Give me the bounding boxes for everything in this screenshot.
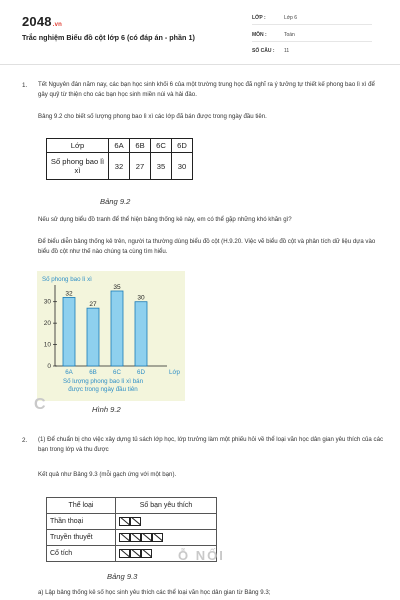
x-tick-label: 6D [137, 369, 145, 376]
genre-cell: Thần thoại [47, 514, 116, 530]
value-cell: 35 [151, 153, 172, 180]
chart-caption-line: được trong ngày đầu tiên [68, 386, 138, 393]
table-9-2-caption: Bảng 9.2 [100, 197, 131, 206]
class-cell: 6D [172, 139, 193, 153]
question-2-number: 2. [22, 437, 28, 444]
question-2-part-a: a) Lập bảng thống kê số học sinh yêu thích các thể loại văn học dân gian từ Bảng 9.3; [38, 589, 271, 596]
tally-box [141, 549, 152, 558]
table-header-cell: Thể loại [47, 498, 116, 514]
bar-data-label: 35 [113, 284, 121, 291]
watermark-c: C [34, 396, 48, 413]
value-cell: 30 [172, 153, 193, 180]
y-tick-label: 0 [47, 363, 51, 370]
class-cell: 6B [130, 139, 151, 153]
tally-box [152, 533, 163, 542]
tally-box [119, 549, 130, 558]
tally-cell [116, 530, 217, 546]
tally-box [130, 533, 141, 542]
question-2-intro: (1) Để chuẩn bị cho việc xây dựng tủ sách lớp học, lớp trưởng làm một phiếu hỏi về thể loại văn học dân gian yêu thích của các bạn trong lớp và thu được [38, 436, 383, 454]
genre-cell: Cổ tích [47, 546, 116, 562]
page-title: Trắc nghiệm Biểu đồ cột lớp 6 (có đáp án - phần 1) [22, 33, 195, 42]
question-2-result: Kết quả như Bảng 9.3 (mỗi gạch ứng với một bạn). [38, 471, 177, 478]
chart-caption-line: Số lượng phong bao lì xì bán [62, 378, 144, 385]
row-label-cell: Số phong bao lì xì [47, 153, 109, 180]
tally-box [119, 517, 130, 526]
y-tick-label: 30 [43, 298, 51, 306]
tally-box [141, 533, 152, 542]
bar-6B [87, 308, 99, 366]
table-header-cell: Lớp [47, 139, 109, 153]
bar-chart-figure [37, 271, 185, 401]
table-header-row [47, 498, 217, 514]
table-header-row [47, 139, 193, 153]
y-tick-label: 10 [43, 341, 51, 349]
bar-data-label: 30 [137, 294, 145, 302]
site-logo[interactable]: 2048.vn [22, 14, 63, 29]
bar-6A [63, 297, 75, 366]
x-tick-label: 6B [89, 369, 97, 376]
tally-box [119, 533, 130, 542]
bar-data-label: 27 [89, 301, 97, 309]
x-tick-label: 6A [65, 369, 73, 376]
bar-data-label: 32 [65, 290, 73, 298]
table-row [47, 514, 217, 530]
value-cell: 27 [130, 153, 151, 180]
question-1-intro: Tết Nguyên đán năm nay, các bạn học sinh khối 6 của một trường trung học đã nghĩ ra ý tưởng tự thiết kế phong bao lì xì để gây quỹ từ thiện cho các bạn học sinh miền núi và hải đảo. [38, 81, 375, 99]
tally-marks [119, 533, 213, 542]
question-1-prompt: Nếu sử dụng biểu đồ tranh để thể hiện bảng thống kê này, em có thể gặp những khó khăn gì? [38, 216, 292, 223]
bar-chart-svg [37, 271, 185, 401]
table-data-row [47, 153, 193, 180]
x-tick-label: 6C [113, 369, 121, 376]
table-row [47, 530, 217, 546]
y-axis-title: Số phong bao lì xì [42, 276, 92, 283]
class-cell: 6A [109, 139, 130, 153]
tally-marks [119, 517, 213, 526]
watermark-text: Ỗ NỐI [178, 548, 225, 563]
value-cell: 32 [109, 153, 130, 180]
y-tick-label: 20 [43, 320, 51, 328]
table-9-2 [46, 138, 193, 180]
genre-cell: Truyền thuyết [47, 530, 116, 546]
question-1-number: 1. [22, 82, 28, 89]
bar-6D [135, 302, 147, 366]
bar-6C [111, 291, 123, 366]
tally-cell [116, 514, 217, 530]
tally-box [130, 549, 141, 558]
class-cell: 6C [151, 139, 172, 153]
question-1-explanation: Để biểu diễn bảng thống kê trên, người ta thường dùng biểu đồ cột (H.9.20. Việc vẽ biểu đồ cột và phân tích dữ liệu dựa vào biểu đồ cột như thế nào chúng ta cùng tìm hiểu. [38, 238, 376, 256]
table-header-cell: Số bạn yêu thích [116, 498, 217, 514]
x-axis-title: Lớp [169, 369, 180, 376]
table-9-3-caption: Bảng 9.3 [107, 572, 138, 581]
page-header: 2048.vn Trắc nghiệm Biểu đồ cột lớp 6 (có đáp án - phần 1) LỚP : Lớp 6 MÔN : Toán SỐ CÂU : 11 [0, 0, 400, 65]
figure-9-2-caption: Hình 9.2 [92, 405, 121, 414]
question-1-table-intro: Bảng 9.2 cho biết số lượng phong bao lì xì các lớp đã bán được trong ngày đầu tiên. [38, 113, 267, 120]
tally-box [130, 517, 141, 526]
